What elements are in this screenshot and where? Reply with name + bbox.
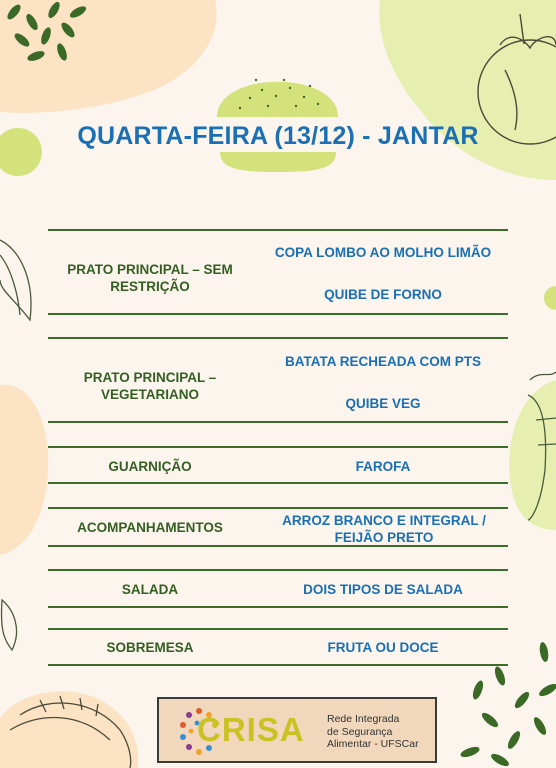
menu-row-value: QUIBE VEG	[345, 396, 421, 411]
menu-row-value: BATATA RECHEADA COM PTS	[285, 354, 481, 369]
menu-row-value: QUIBE DE FORNO	[324, 287, 442, 302]
page-title: QUARTA-FEIRA (13/12) - JANTAR	[77, 122, 479, 150]
table-divider	[48, 569, 508, 571]
table-divider	[48, 313, 508, 315]
table-divider	[48, 664, 508, 666]
table-divider	[48, 421, 508, 423]
crisa-logo-wordmark: CRISA	[197, 711, 305, 748]
menu-row-label: SALADA	[121, 582, 179, 597]
table-divider	[48, 628, 508, 630]
menu-row-value: DOIS TIPOS DE SALADA	[303, 582, 463, 597]
menu-row-value: COPA LOMBO AO MOLHO LIMÃO	[274, 245, 492, 260]
menu-row-label: ACOMPANHAMENTOS	[77, 520, 223, 535]
crisa-logo-subtitle: Rede Integrada de Segurança Alimentar - UFSCar	[327, 713, 419, 750]
menu-row-value: ARROZ BRANCO E INTEGRAL / FEIJÃO PRETO	[282, 513, 486, 545]
menu-row-label: PRATO PRINCIPAL – SEM RESTRIÇÃO	[67, 262, 233, 294]
table-divider	[48, 482, 508, 484]
table-divider	[48, 337, 508, 339]
table-divider	[48, 507, 508, 509]
menu-row-value: FAROFA	[355, 459, 411, 474]
crisa-logo-box	[157, 697, 437, 763]
table-divider	[48, 229, 508, 231]
menu-row-label: PRATO PRINCIPAL – VEGETARIANO	[83, 370, 217, 402]
menu-row-label: SOBREMESA	[106, 640, 194, 655]
table-divider	[48, 606, 508, 608]
menu-row-label: GUARNIÇÃO	[108, 459, 192, 474]
menu-row-value: FRUTA OU DOCE	[327, 640, 439, 655]
table-divider	[48, 446, 508, 448]
